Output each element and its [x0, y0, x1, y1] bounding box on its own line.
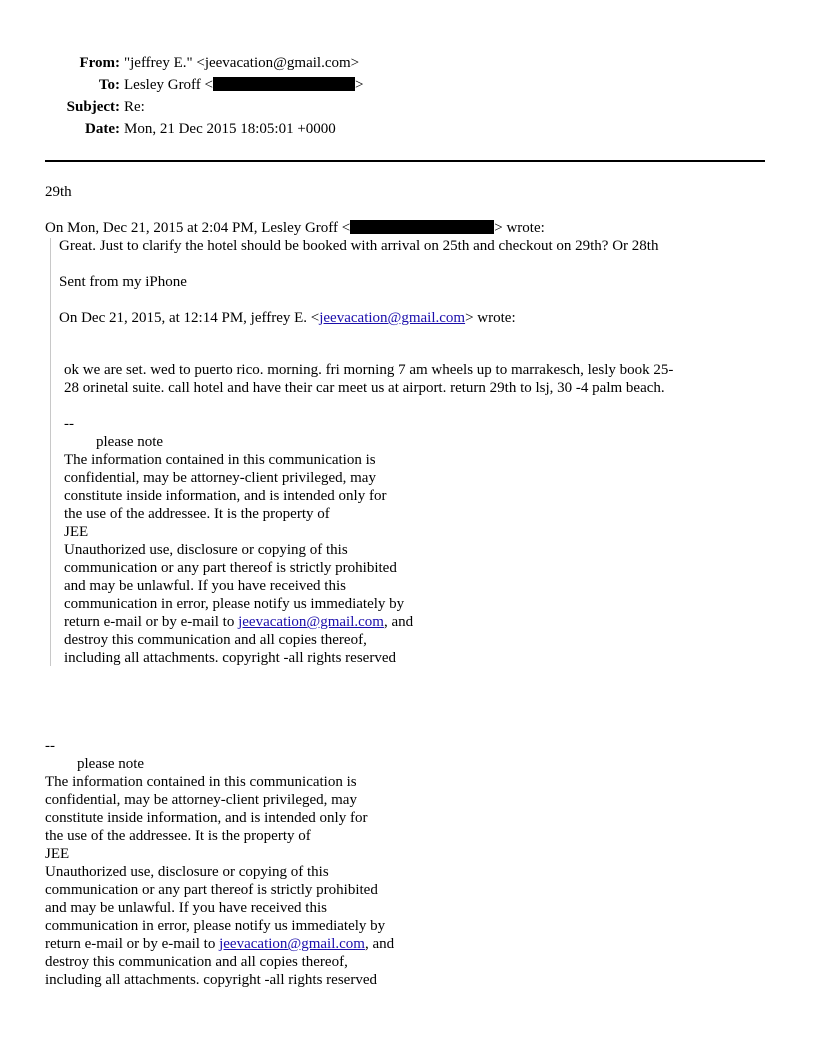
- disclaimer-line: and may be unlawful. If you have received this: [64, 578, 346, 594]
- disclaimer-line: Unauthorized use, disclosure or copying of this: [64, 542, 348, 558]
- subject-label: Subject:: [66, 99, 120, 115]
- from-row: [0, 54, 363, 76]
- disclaimer-dashes: --: [45, 738, 55, 754]
- return-suffix: , and: [364, 936, 395, 952]
- disclaimer-line: Unauthorized use, disclosure or copying of this: [45, 864, 329, 880]
- to-suffix: >: [355, 77, 364, 93]
- disclaimer-line: including all attachments. copyright -all rights reserved: [45, 972, 377, 988]
- from-value: "jeffrey E." <jeevacation@gmail.com>: [124, 55, 360, 71]
- disclaimer-line: and may be unlawful. If you have received this: [45, 900, 327, 916]
- disclaimer-line: JEE: [45, 846, 70, 862]
- quote-attribution: [45, 219, 545, 237]
- to-name: Lesley Groff <: [124, 77, 213, 93]
- disclaimer-line: confidential, may be attorney-client privileged, may: [64, 470, 376, 486]
- disclaimer-line: constitute inside information, and is intended only for: [45, 810, 368, 826]
- quote-bar: [50, 238, 51, 666]
- inner-email-link[interactable]: jeevacation@gmail.com: [319, 310, 466, 326]
- disclaimer-line: communication or any part thereof is strictly prohibited: [64, 560, 397, 576]
- date-label: Date:: [85, 121, 120, 137]
- disclaimer-line: the use of the addressee. It is the property of: [64, 506, 330, 522]
- disclaimer-line: The information contained in this communication is: [45, 774, 357, 790]
- message-line-2: 28 orinetal suite. call hotel and have their car meet us at airport. return 29th to lsj, 30 -4 palm beach.: [64, 380, 665, 396]
- disclaimer-line: destroy this communication and all copies thereof,: [64, 632, 367, 648]
- disclaimer-line: the use of the addressee. It is the property of: [45, 828, 311, 844]
- subject-value: Re:: [124, 99, 145, 115]
- disclaimer-note: please note: [77, 756, 145, 772]
- signature-disclaimer: [45, 737, 394, 989]
- iphone-signature: Sent from my iPhone: [59, 274, 187, 290]
- disclaimer-return-line: [45, 935, 394, 953]
- disclaimer-line: confidential, may be attorney-client privileged, may: [45, 792, 357, 808]
- date-row: [0, 120, 363, 142]
- disclaimer-return-line: [64, 613, 413, 631]
- to-value: [120, 76, 363, 94]
- disclaimer-email-link[interactable]: jeevacation@gmail.com: [219, 936, 365, 952]
- quoted-line: Great. Just to clarify the hotel should be booked with arrival on 25th and checkout on 29th? Or 28th: [59, 238, 659, 254]
- email-header: [0, 54, 363, 142]
- disclaimer-email-link[interactable]: jeevacation@gmail.com: [238, 614, 384, 630]
- return-prefix: return e-mail or by e-mail to: [64, 614, 239, 630]
- inner-attribution: [59, 309, 516, 327]
- inner-attribution-prefix: On Dec 21, 2015, at 12:14 PM, jeffrey E. <: [59, 310, 320, 326]
- subject-row: [0, 98, 363, 120]
- attribution-prefix: On Mon, Dec 21, 2015 at 2:04 PM, Lesley Groff <: [45, 220, 351, 236]
- quoted-disclaimer: [64, 415, 413, 667]
- disclaimer-line: communication in error, please notify us immediately by: [45, 918, 386, 934]
- redaction-box: [213, 77, 355, 91]
- reply-text: 29th: [45, 184, 72, 200]
- disclaimer-note: please note: [96, 434, 164, 450]
- disclaimer-line: communication in error, please notify us immediately by: [64, 596, 405, 612]
- to-row: [0, 76, 363, 98]
- date-value: Mon, 21 Dec 2015 18:05:01 +0000: [124, 121, 336, 137]
- disclaimer-line: The information contained in this communication is: [64, 452, 376, 468]
- message-line-1: ok we are set. wed to puerto rico. morning. fri morning 7 am wheels up to marrakesch, lesly book 25-: [64, 362, 674, 378]
- disclaimer-line: communication or any part thereof is strictly prohibited: [45, 882, 378, 898]
- disclaimer-line: destroy this communication and all copies thereof,: [45, 954, 348, 970]
- disclaimer-line: including all attachments. copyright -all rights reserved: [64, 650, 396, 666]
- redaction-box-2: [350, 220, 494, 234]
- disclaimer-line: JEE: [64, 524, 89, 540]
- to-label: To:: [98, 77, 120, 93]
- attribution-suffix: > wrote:: [494, 220, 545, 236]
- from-label: From:: [79, 55, 120, 71]
- inner-attribution-suffix: > wrote:: [465, 310, 516, 326]
- return-prefix: return e-mail or by e-mail to: [45, 936, 220, 952]
- return-suffix: , and: [383, 614, 414, 630]
- header-divider: [45, 160, 765, 162]
- disclaimer-dashes: --: [64, 416, 74, 432]
- disclaimer-line: constitute inside information, and is intended only for: [64, 488, 387, 504]
